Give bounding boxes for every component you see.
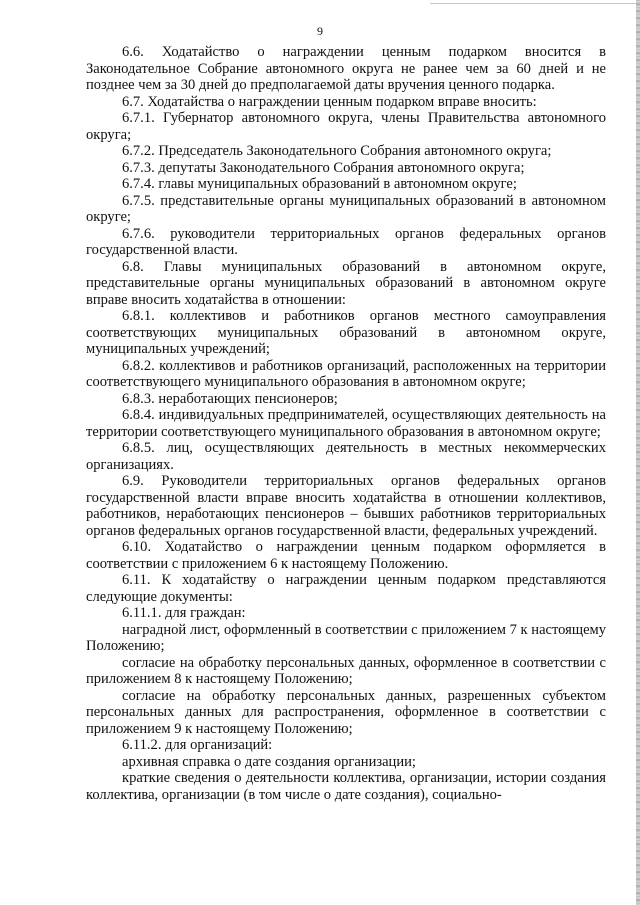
scan-edge [636, 0, 640, 905]
paragraph: согласие на обработку персональных данных, разрешенных субъектом персональных данных для распространения, оформленное в соответствии с приложением 9 к настоящему Положению; [86, 687, 606, 737]
paragraph: 6.9. Руководители территориальных органов федеральных органов государственной власти вправе вносить ходатайства в отношении коллективов, работников, неработающих пенсионеров – бывших работников территориальных органов федеральных органов государственной власти, федеральных учреждений. [86, 473, 606, 539]
paragraph: 6.11.1. для граждан: [122, 605, 246, 621]
paragraph: 6.7.5. представительные органы муниципальных образований в автономном округе; [86, 192, 606, 225]
paragraph: архивная справка о дате создания организации; [122, 753, 416, 770]
paragraph: 6.11. К ходатайству о награждении ценным подарком представляются следующие документы: [86, 572, 606, 605]
paragraph: 6.8.1. коллективов и работников органов местного самоуправления соответствующих муниципальных образований в автономном округе, муниципальных учреждений; [86, 308, 606, 357]
paragraph: 6.6. Ходатайство о награждении ценным подарком вносится в Законодательное Собрание автономного округа не ранее чем за 60 дней и не позднее чем за 30 дней до предполагаемой даты вручения ценного подарка. [86, 44, 606, 93]
paragraph: 6.8.3. неработающих пенсионеров; [122, 390, 338, 407]
paragraph: 6.7.6. руководители территориальных органов федеральных органов государственной власти. [86, 225, 606, 258]
paragraph: 6.7.4. главы муниципальных образований в автономном округе; [122, 176, 517, 192]
paragraph: 6.7.1. Губернатор автономного округа, члены Правительства автономного округа; [86, 110, 606, 143]
paragraph: наградной лист, оформленный в соответствии с приложением 7 к настоящему Положению; [86, 621, 606, 654]
paragraph: краткие сведения о деятельности коллектива, организации, истории создания коллектива, организации (в том числе о дате создания), социально- [86, 770, 606, 803]
paragraph: 6.10. Ходатайство о награждении ценным подарком оформляется в соответствии с приложением 6 к настоящему Положению. [86, 539, 606, 572]
paragraph: 6.8.5. лиц, осуществляющих деятельность в местных некоммерческих организациях. [86, 440, 606, 473]
paragraph: 6.11.2. для организаций: [122, 737, 273, 753]
scan-top-line [430, 3, 640, 4]
paragraph: 6.8.4. индивидуальных предпринимателей, осуществляющих деятельность на территории соответствующего муниципального образования в автономном округе; [86, 407, 606, 440]
paragraph: 6.7.3. депутаты Законодательного Собрания автономного округа; [122, 159, 525, 176]
paragraph: 6.8.2. коллективов и работников организаций, расположенных на территории соответствующего муниципального образования в автономном округе; [86, 357, 606, 390]
paragraph: 6.7.2. Председатель Законодательного Собрания автономного округа; [122, 143, 552, 159]
paragraph: согласие на обработку персональных данных, оформленное в соответствии с приложением 8 к настоящему Положению; [86, 654, 606, 687]
document-body [86, 44, 606, 803]
page-number: 9 [317, 24, 323, 38]
paragraph: 6.8. Главы муниципальных образований в автономном округе, представительные органы муниципальных образований в автономном округе вправе вносить ходатайства в отношении: [86, 258, 606, 308]
paragraph: 6.7. Ходатайства о награждении ценным подарком вправе вносить: [122, 93, 537, 110]
